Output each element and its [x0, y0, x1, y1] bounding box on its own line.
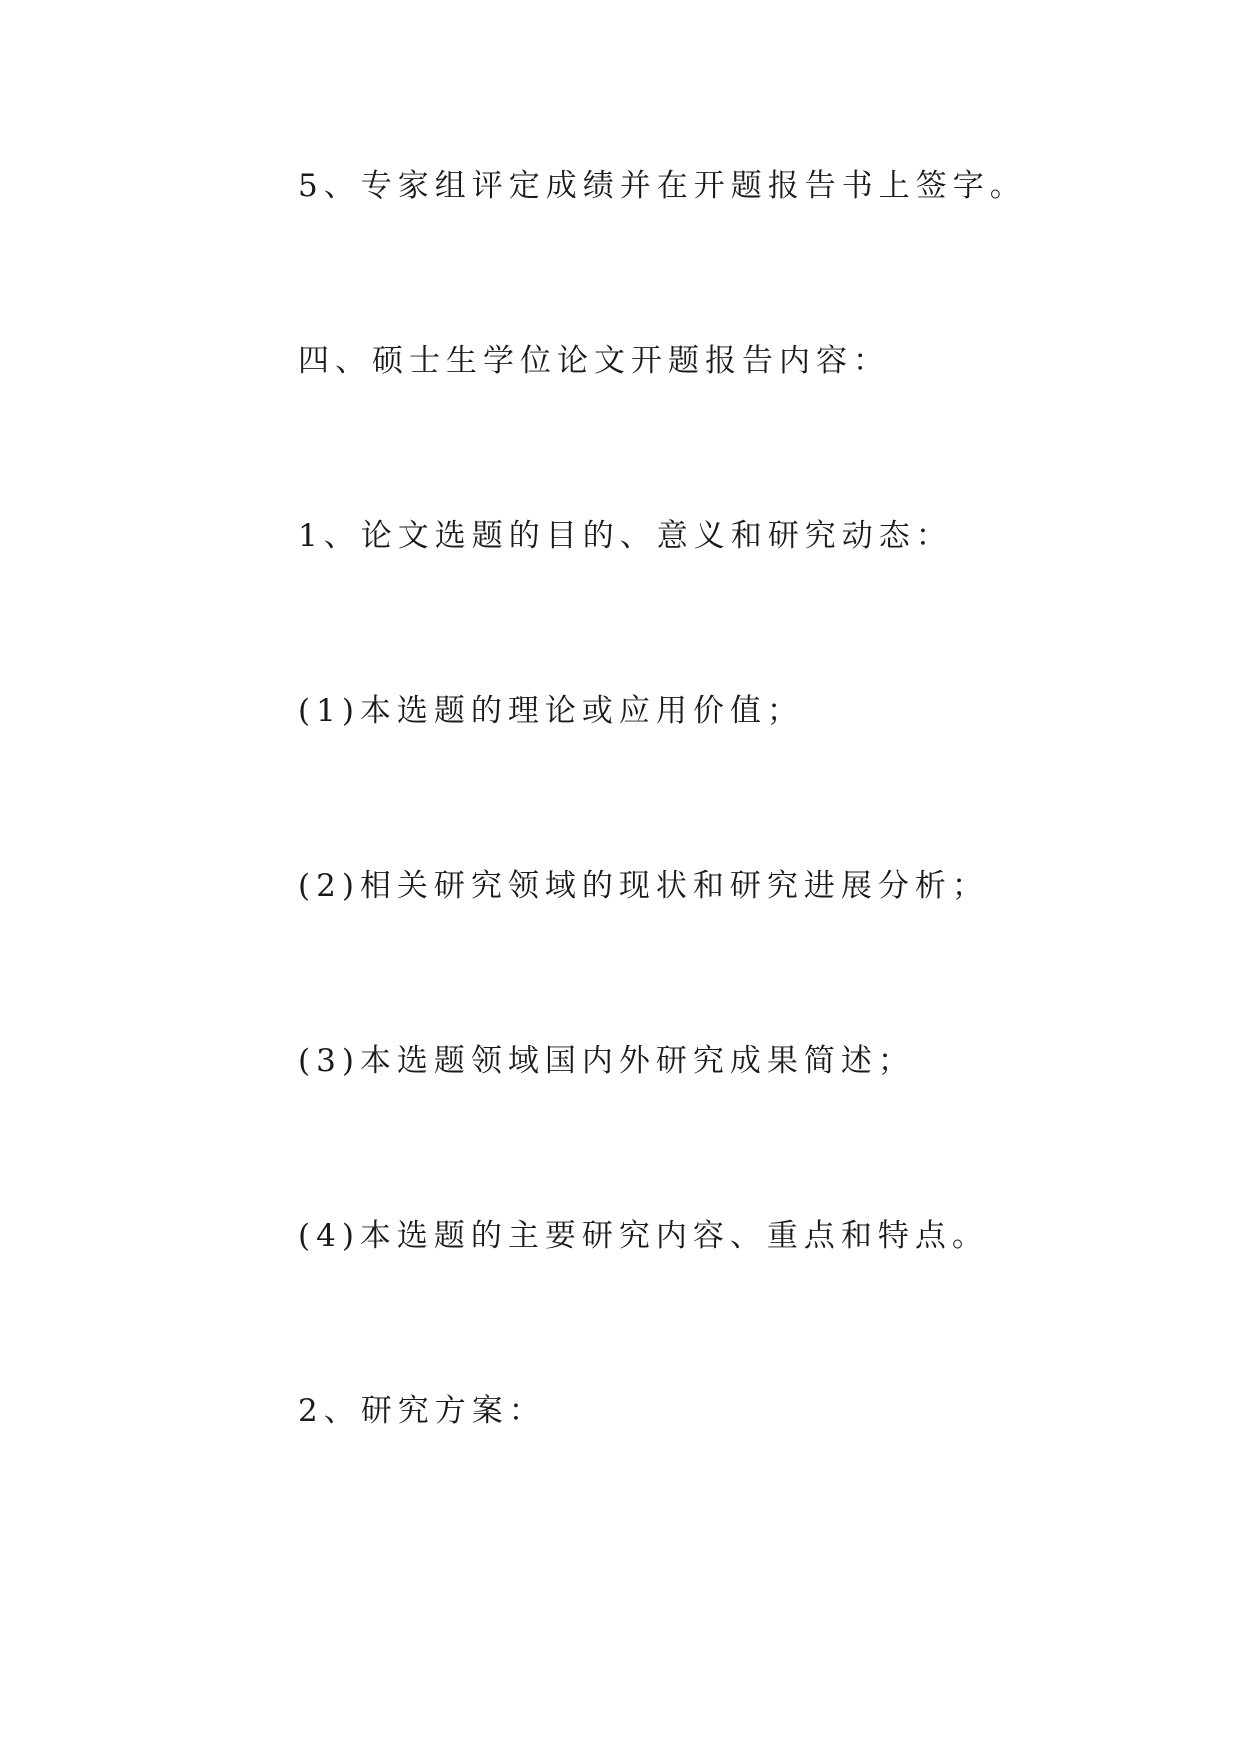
list-item-theoretical-value: (1)本选题的理论或应用价值； [298, 693, 804, 729]
list-item-expert-grading: 5、专家组评定成绩并在开题报告书上签字。 [298, 168, 1027, 204]
section-heading-report-content: 四、硕士生学位论文开题报告内容： [298, 343, 890, 379]
list-item-research-summary: (3)本选题领域国内外研究成果简述； [298, 1043, 915, 1079]
list-item-research-status: (2)相关研究领域的现状和研究进展分析； [298, 868, 989, 904]
list-item-main-content: (4)本选题的主要研究内容、重点和特点。 [298, 1218, 989, 1254]
subsection-heading-research-plan: 2、研究方案： [298, 1393, 546, 1429]
subsection-heading-purpose: 1、论文选题的目的、意义和研究动态： [298, 518, 953, 554]
